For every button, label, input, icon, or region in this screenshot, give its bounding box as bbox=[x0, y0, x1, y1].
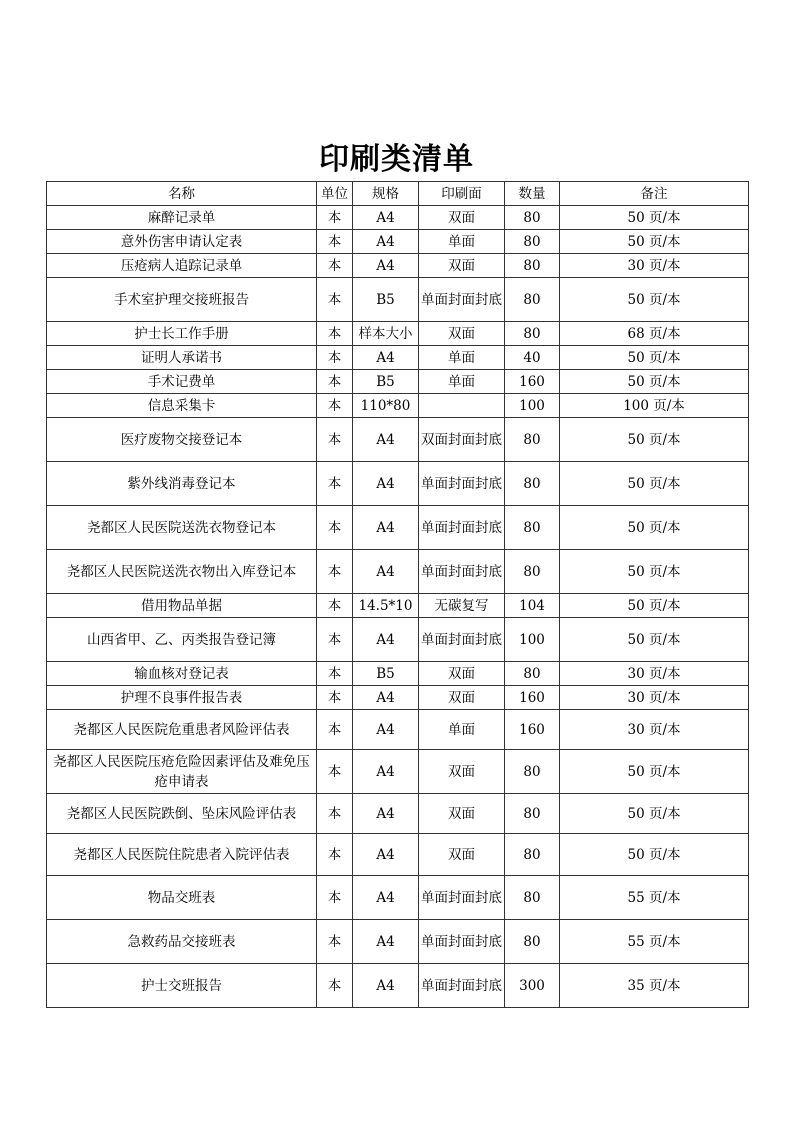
item-spec: A4 bbox=[353, 506, 419, 550]
item-quantity: 40 bbox=[505, 346, 560, 370]
item-note: 30 页/本 bbox=[560, 254, 749, 278]
item-note: 50 页/本 bbox=[560, 618, 749, 662]
item-note: 35 页/本 bbox=[560, 964, 749, 1008]
table-row bbox=[47, 662, 749, 686]
item-spec: 14.5*10 bbox=[353, 594, 419, 618]
item-spec: A4 bbox=[353, 750, 419, 794]
item-print-side: 单面封面封底 bbox=[419, 278, 505, 322]
item-spec: A4 bbox=[353, 618, 419, 662]
item-note: 50 页/本 bbox=[560, 346, 749, 370]
item-print-side: 双面 bbox=[419, 750, 505, 794]
table-row bbox=[47, 278, 749, 322]
item-print-side: 单面封面封底 bbox=[419, 506, 505, 550]
item-quantity: 104 bbox=[505, 594, 560, 618]
item-quantity: 100 bbox=[505, 394, 560, 418]
item-unit: 本 bbox=[317, 206, 353, 230]
page-title: 印刷类清单 bbox=[319, 142, 474, 177]
item-quantity: 100 bbox=[505, 618, 560, 662]
table-header-row bbox=[47, 182, 749, 206]
item-note: 50 页/本 bbox=[560, 506, 749, 550]
item-spec: B5 bbox=[353, 662, 419, 686]
item-name: 意外伤害申请认定表 bbox=[47, 230, 317, 254]
item-note: 50 页/本 bbox=[560, 550, 749, 594]
table-row bbox=[47, 206, 749, 230]
item-note: 30 页/本 bbox=[560, 710, 749, 750]
item-name: 尧都区人民医院住院患者入院评估表 bbox=[47, 834, 317, 876]
item-note: 50 页/本 bbox=[560, 834, 749, 876]
item-unit: 本 bbox=[317, 686, 353, 710]
table-row bbox=[47, 394, 749, 418]
item-quantity: 80 bbox=[505, 206, 560, 230]
item-unit: 本 bbox=[317, 506, 353, 550]
table-row bbox=[47, 322, 749, 346]
item-unit: 本 bbox=[317, 876, 353, 920]
item-spec: A4 bbox=[353, 418, 419, 462]
table-row bbox=[47, 370, 749, 394]
item-print-side: 单面封面封底 bbox=[419, 876, 505, 920]
item-quantity: 300 bbox=[505, 964, 560, 1008]
item-print-side: 无碳复写 bbox=[419, 594, 505, 618]
item-name: 山西省甲、乙、丙类报告登记簿 bbox=[47, 618, 317, 662]
item-quantity: 160 bbox=[505, 710, 560, 750]
item-quantity: 80 bbox=[505, 254, 560, 278]
table-row bbox=[47, 594, 749, 618]
item-name: 借用物品单据 bbox=[47, 594, 317, 618]
item-print-side: 单面封面封底 bbox=[419, 920, 505, 964]
item-spec: A4 bbox=[353, 550, 419, 594]
item-name: 尧都区人民医院危重患者风险评估表 bbox=[47, 710, 317, 750]
item-unit: 本 bbox=[317, 964, 353, 1008]
item-name: 尧都区人民医院送洗衣物登记本 bbox=[47, 506, 317, 550]
item-unit: 本 bbox=[317, 920, 353, 964]
table-row bbox=[47, 920, 749, 964]
item-print-side: 单面封面封底 bbox=[419, 550, 505, 594]
item-quantity: 80 bbox=[505, 750, 560, 794]
item-unit: 本 bbox=[317, 462, 353, 506]
item-spec: A4 bbox=[353, 206, 419, 230]
header-unit: 单位 bbox=[317, 182, 353, 206]
table-row bbox=[47, 506, 749, 550]
item-note: 100 页/本 bbox=[560, 394, 749, 418]
item-print-side: 单面封面封底 bbox=[419, 618, 505, 662]
item-spec: B5 bbox=[353, 278, 419, 322]
item-unit: 本 bbox=[317, 418, 353, 462]
table-row bbox=[47, 834, 749, 876]
table-row bbox=[47, 254, 749, 278]
item-print-side: 单面封面封底 bbox=[419, 462, 505, 506]
item-name: 尧都区人民医院压疮危险因素评估及难免压疮申请表 bbox=[47, 750, 317, 794]
item-unit: 本 bbox=[317, 710, 353, 750]
item-note: 50 页/本 bbox=[560, 370, 749, 394]
item-print-side: 单面 bbox=[419, 710, 505, 750]
item-unit: 本 bbox=[317, 322, 353, 346]
item-print-side: 单面 bbox=[419, 230, 505, 254]
item-unit: 本 bbox=[317, 550, 353, 594]
item-name: 手术记费单 bbox=[47, 370, 317, 394]
item-quantity: 160 bbox=[505, 686, 560, 710]
item-note: 30 页/本 bbox=[560, 662, 749, 686]
table-row bbox=[47, 550, 749, 594]
item-quantity: 80 bbox=[505, 794, 560, 834]
item-quantity: 80 bbox=[505, 506, 560, 550]
table-row bbox=[47, 750, 749, 794]
item-spec: A4 bbox=[353, 710, 419, 750]
item-unit: 本 bbox=[317, 662, 353, 686]
table-row bbox=[47, 346, 749, 370]
item-name: 尧都区人民医院跌倒、坠床风险评估表 bbox=[47, 794, 317, 834]
item-quantity: 80 bbox=[505, 876, 560, 920]
item-name: 物品交班表 bbox=[47, 876, 317, 920]
header-print-side: 印刷面 bbox=[419, 182, 505, 206]
item-note: 50 页/本 bbox=[560, 594, 749, 618]
table-row bbox=[47, 462, 749, 506]
item-unit: 本 bbox=[317, 594, 353, 618]
table-row bbox=[47, 230, 749, 254]
item-spec: 样本大小 bbox=[353, 322, 419, 346]
item-spec: A4 bbox=[353, 686, 419, 710]
item-spec: A4 bbox=[353, 462, 419, 506]
item-unit: 本 bbox=[317, 794, 353, 834]
item-note: 68 页/本 bbox=[560, 322, 749, 346]
item-note: 55 页/本 bbox=[560, 920, 749, 964]
item-quantity: 80 bbox=[505, 230, 560, 254]
item-unit: 本 bbox=[317, 618, 353, 662]
item-note: 50 页/本 bbox=[560, 206, 749, 230]
item-note: 50 页/本 bbox=[560, 278, 749, 322]
item-name: 证明人承诺书 bbox=[47, 346, 317, 370]
item-unit: 本 bbox=[317, 750, 353, 794]
item-name: 护理不良事件报告表 bbox=[47, 686, 317, 710]
item-print-side: 双面 bbox=[419, 834, 505, 876]
item-name: 输血核对登记表 bbox=[47, 662, 317, 686]
table-row bbox=[47, 794, 749, 834]
item-quantity: 80 bbox=[505, 418, 560, 462]
item-unit: 本 bbox=[317, 834, 353, 876]
table-row bbox=[47, 964, 749, 1008]
item-unit: 本 bbox=[317, 230, 353, 254]
table-row bbox=[47, 876, 749, 920]
item-print-side: 单面封面封底 bbox=[419, 964, 505, 1008]
item-name: 紫外线消毒登记本 bbox=[47, 462, 317, 506]
item-quantity: 80 bbox=[505, 278, 560, 322]
item-print-side: 双面 bbox=[419, 662, 505, 686]
item-print-side: 单面 bbox=[419, 346, 505, 370]
header-note: 备注 bbox=[560, 182, 749, 206]
item-name: 医疗废物交接登记本 bbox=[47, 418, 317, 462]
item-name: 护士交班报告 bbox=[47, 964, 317, 1008]
item-note: 55 页/本 bbox=[560, 876, 749, 920]
item-spec: A4 bbox=[353, 254, 419, 278]
print-items-table bbox=[46, 181, 749, 1008]
item-quantity: 80 bbox=[505, 462, 560, 506]
item-name: 手术室护理交接班报告 bbox=[47, 278, 317, 322]
item-note: 30 页/本 bbox=[560, 686, 749, 710]
item-spec: A4 bbox=[353, 876, 419, 920]
item-print-side bbox=[419, 394, 505, 418]
item-unit: 本 bbox=[317, 394, 353, 418]
item-spec: A4 bbox=[353, 346, 419, 370]
item-note: 50 页/本 bbox=[560, 462, 749, 506]
item-note: 50 页/本 bbox=[560, 418, 749, 462]
item-quantity: 80 bbox=[505, 662, 560, 686]
table-row bbox=[47, 686, 749, 710]
item-print-side: 双面 bbox=[419, 686, 505, 710]
item-note: 50 页/本 bbox=[560, 794, 749, 834]
table-row bbox=[47, 418, 749, 462]
header-name: 名称 bbox=[47, 182, 317, 206]
item-name: 急救药品交接班表 bbox=[47, 920, 317, 964]
item-name: 尧都区人民医院送洗衣物出入库登记本 bbox=[47, 550, 317, 594]
item-spec: A4 bbox=[353, 794, 419, 834]
item-spec: A4 bbox=[353, 834, 419, 876]
item-print-side: 双面 bbox=[419, 254, 505, 278]
header-spec: 规格 bbox=[353, 182, 419, 206]
item-quantity: 80 bbox=[505, 834, 560, 876]
item-quantity: 80 bbox=[505, 550, 560, 594]
item-unit: 本 bbox=[317, 370, 353, 394]
item-spec: A4 bbox=[353, 230, 419, 254]
item-unit: 本 bbox=[317, 278, 353, 322]
item-print-side: 双面 bbox=[419, 206, 505, 230]
item-name: 护士长工作手册 bbox=[47, 322, 317, 346]
item-unit: 本 bbox=[317, 254, 353, 278]
item-spec: B5 bbox=[353, 370, 419, 394]
item-unit: 本 bbox=[317, 346, 353, 370]
item-name: 信息采集卡 bbox=[47, 394, 317, 418]
item-spec: 110*80 bbox=[353, 394, 419, 418]
item-quantity: 160 bbox=[505, 370, 560, 394]
item-quantity: 80 bbox=[505, 322, 560, 346]
table-row bbox=[47, 618, 749, 662]
item-note: 50 页/本 bbox=[560, 230, 749, 254]
item-name: 压疮病人追踪记录单 bbox=[47, 254, 317, 278]
item-quantity: 80 bbox=[505, 920, 560, 964]
item-print-side: 双面 bbox=[419, 794, 505, 834]
item-print-side: 单面 bbox=[419, 370, 505, 394]
table-row bbox=[47, 710, 749, 750]
item-name: 麻醉记录单 bbox=[47, 206, 317, 230]
item-spec: A4 bbox=[353, 920, 419, 964]
item-note: 50 页/本 bbox=[560, 750, 749, 794]
item-print-side: 双面封面封底 bbox=[419, 418, 505, 462]
item-print-side: 双面 bbox=[419, 322, 505, 346]
header-quantity: 数量 bbox=[505, 182, 560, 206]
item-spec: A4 bbox=[353, 964, 419, 1008]
table-body bbox=[47, 206, 749, 1008]
